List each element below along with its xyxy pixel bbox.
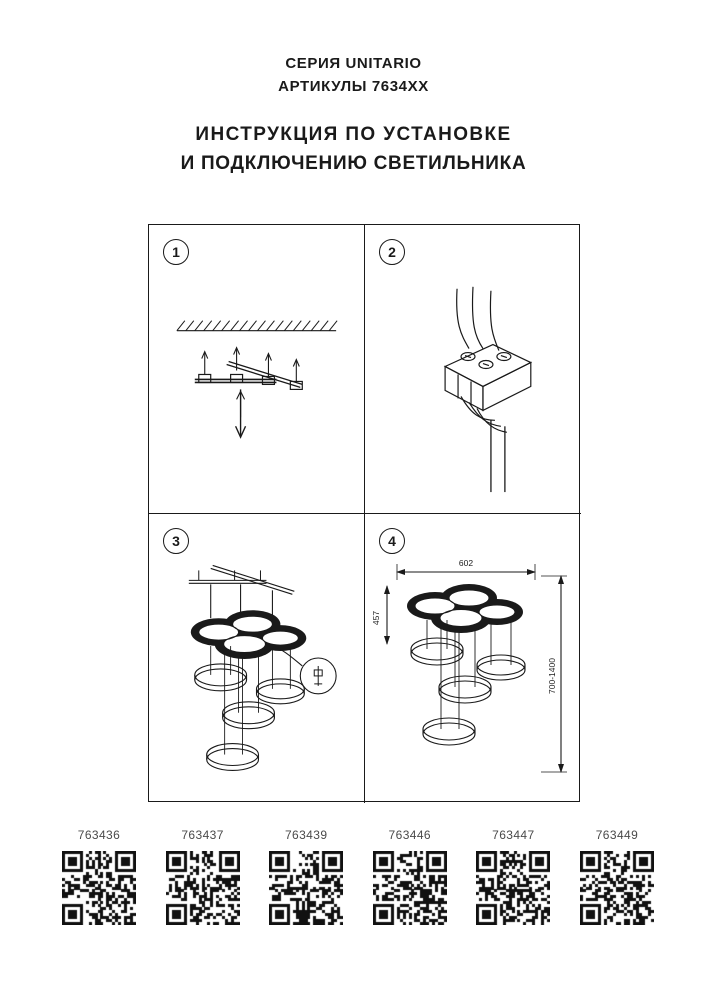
step-panel-3 <box>149 514 365 803</box>
product-code-item <box>472 828 554 925</box>
dimension-width-label: 602 <box>458 558 474 568</box>
product-code-item <box>369 828 451 925</box>
step-number-badge-4: 4 <box>379 528 405 554</box>
dimension-height-label: 457 <box>371 610 381 626</box>
figure-mounting-bracket <box>149 225 364 513</box>
step-panel-1 <box>149 225 365 514</box>
qr-code-icon <box>580 851 654 925</box>
figure-terminal-block <box>365 225 581 513</box>
instruction-grid <box>148 224 580 802</box>
product-code-item <box>58 828 140 925</box>
article-line: АРТИКУЛЫ 7634ХХ <box>278 78 429 95</box>
qr-code-icon <box>269 851 343 925</box>
step-number-badge-3: 3 <box>163 528 189 554</box>
step-number-badge-2: 2 <box>379 239 405 265</box>
document-header <box>0 52 707 178</box>
product-code-label: 763446 <box>388 828 431 842</box>
dimension-drop-label: 700-1400 <box>547 658 557 694</box>
page-title-line-2: И ПОДКЛЮЧЕНИЮ СВЕТИЛЬНИКА <box>180 153 527 174</box>
step-number-badge-1: 1 <box>163 239 189 265</box>
product-code-label: 763449 <box>595 828 639 842</box>
qr-code-icon <box>62 851 136 925</box>
page-title <box>0 120 707 178</box>
qr-code-icon <box>166 851 240 925</box>
product-code-item <box>162 828 244 925</box>
step-panel-2 <box>365 225 581 514</box>
qr-code-icon <box>476 851 550 925</box>
product-code-label: 763447 <box>492 828 535 842</box>
page-title-line-1: ИНСТРУКЦИЯ ПО УСТАНОВКЕ <box>195 124 512 145</box>
series-line: СЕРИЯ UNITARIO <box>285 55 422 72</box>
product-code-item <box>265 828 347 925</box>
product-code-row <box>58 828 658 925</box>
product-code-label: 763437 <box>181 828 224 842</box>
qr-code-icon <box>373 851 447 925</box>
product-code-label: 763436 <box>77 828 121 842</box>
product-code-label: 763439 <box>284 828 328 842</box>
figure-final-dimensions <box>365 514 581 803</box>
step-panel-4 <box>365 514 581 803</box>
product-code-item <box>576 828 658 925</box>
figure-fixture-assembly <box>149 514 364 803</box>
